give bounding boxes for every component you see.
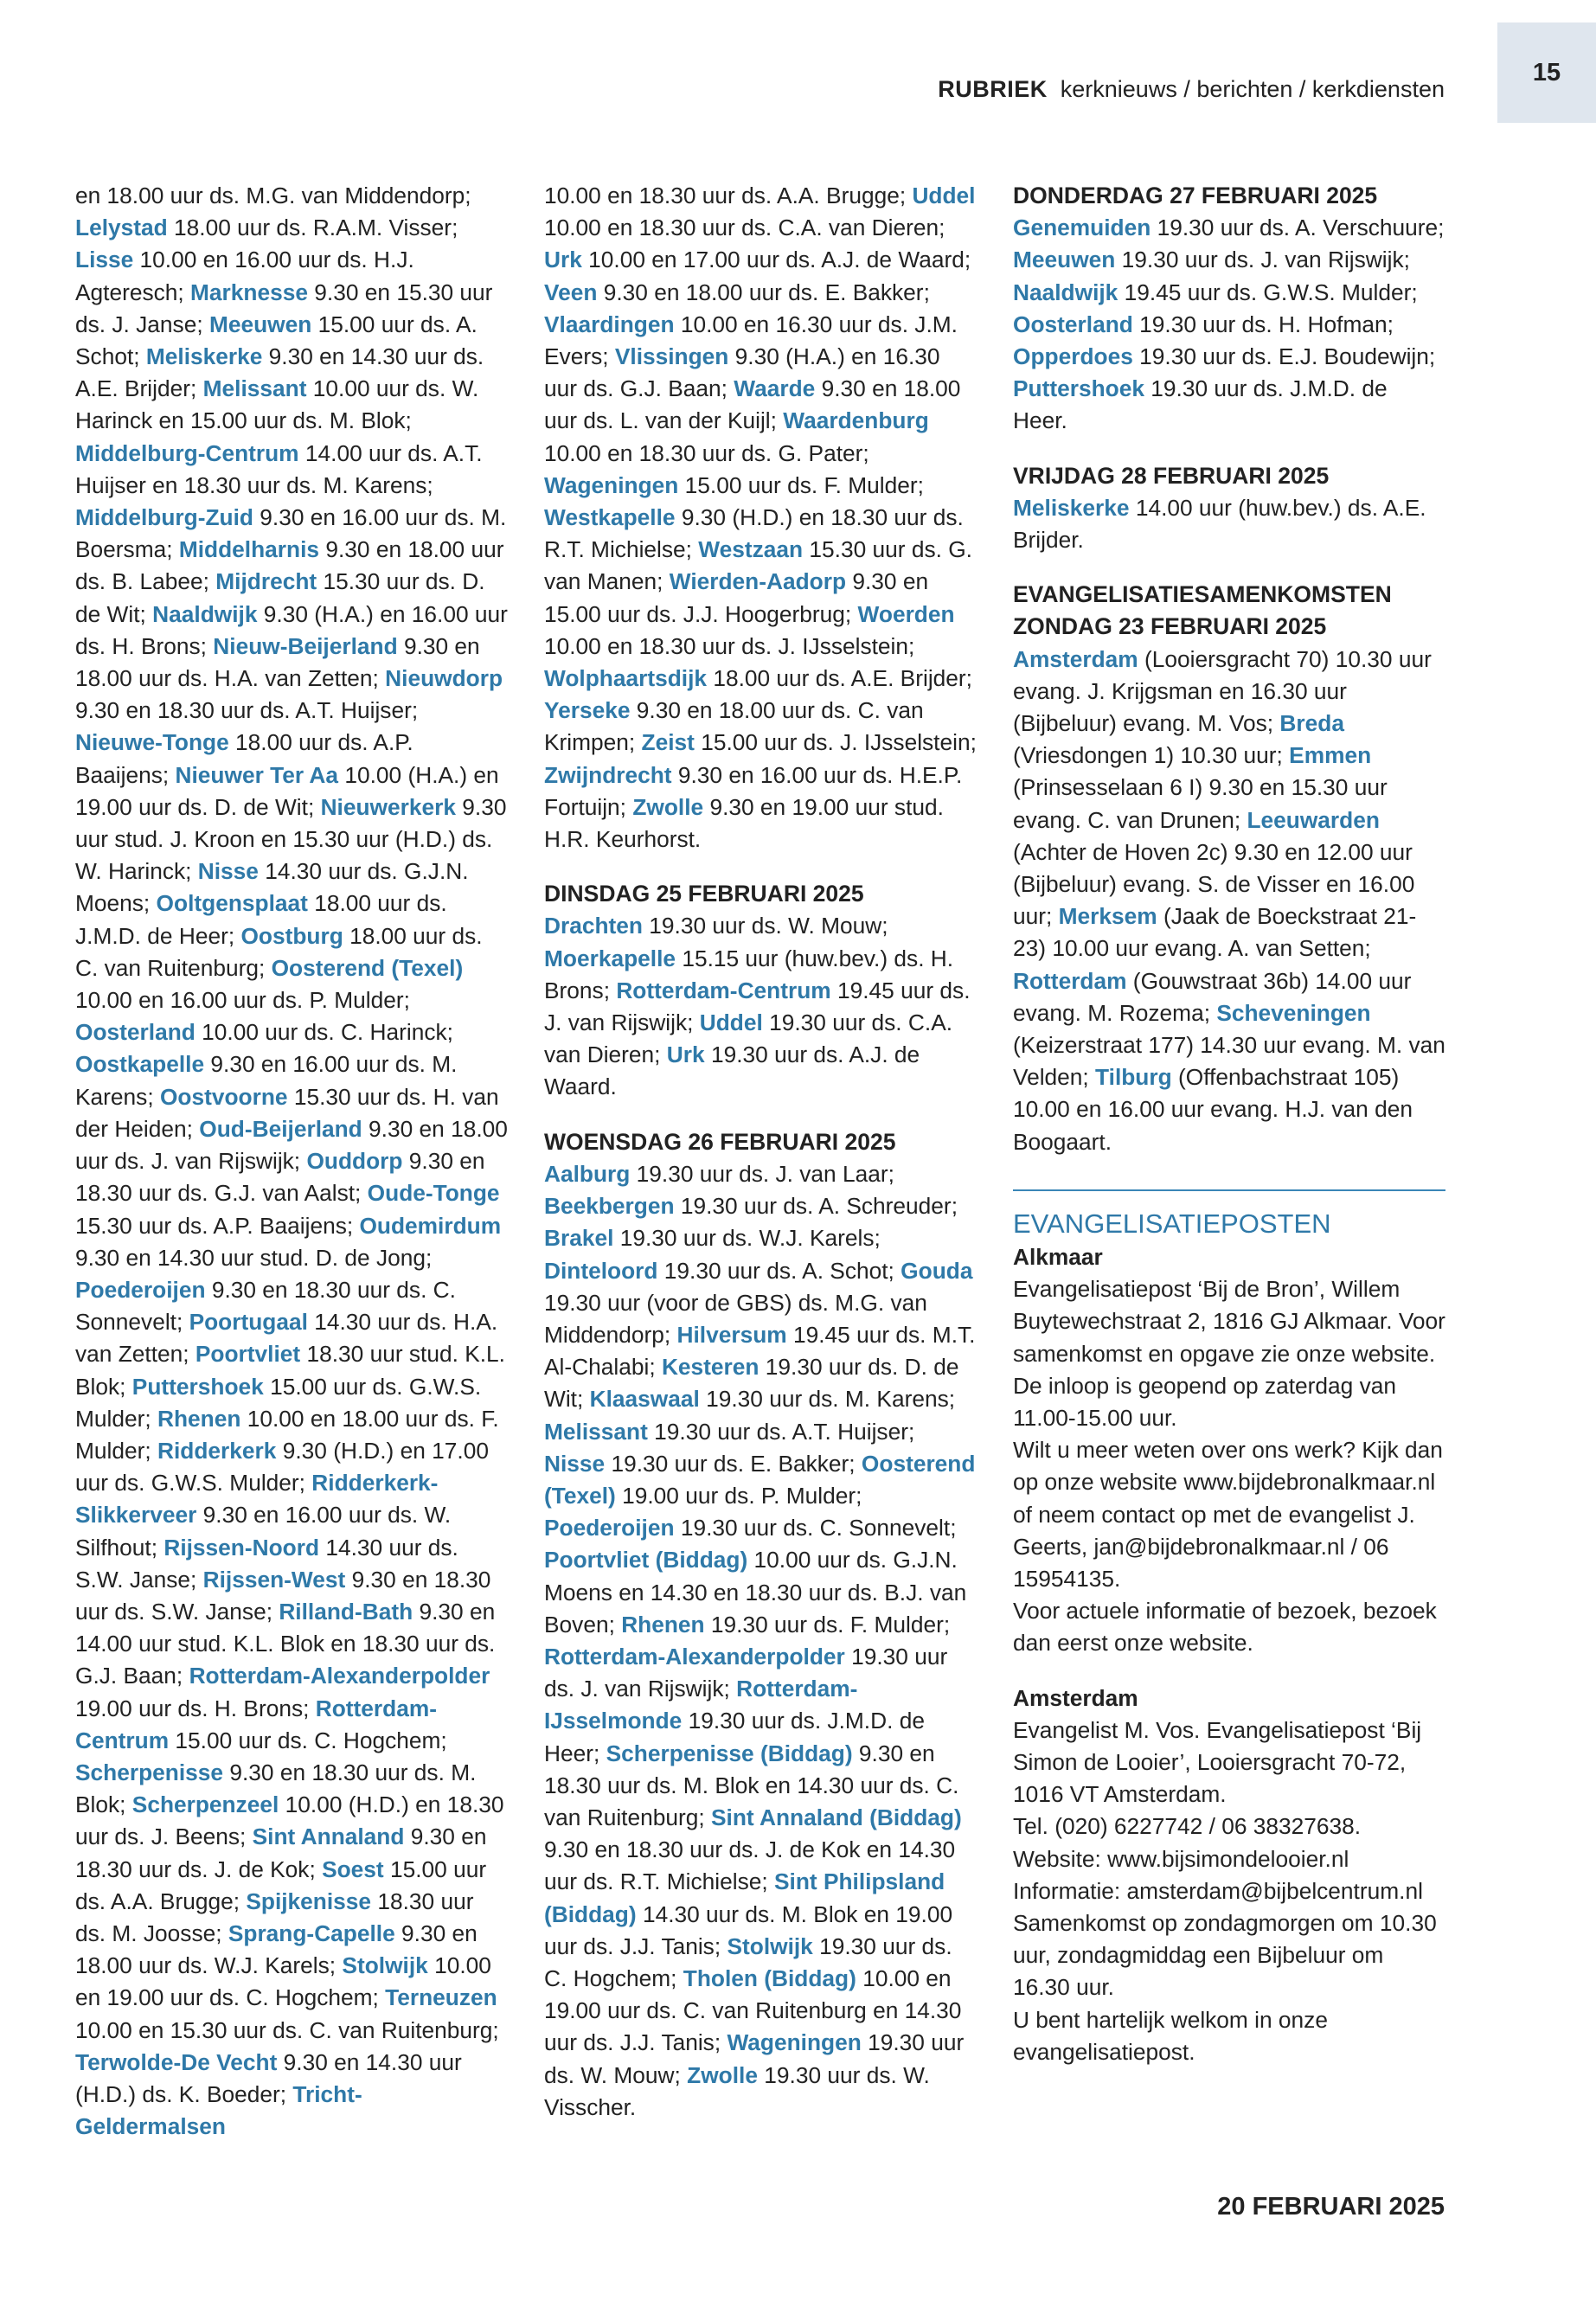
place-name: Vlaardingen: [544, 311, 675, 337]
service-details: 14.00 uur ds. A.T. Huijser en 18.30 uur ds. M. Karens;: [75, 439, 483, 498]
place-name: Scherpenisse: [75, 1759, 224, 1785]
service-details: 10.00 en 18.30 uur ds. J. IJsselstein;: [544, 632, 915, 659]
service-details: 15.00 uur ds. A.A. Brugge;: [75, 1856, 487, 1914]
place-name: Rotterdam: [1013, 967, 1127, 994]
day-heading: ZONDAG 23 FEBRUARI 2025: [1013, 613, 1327, 640]
service-details: 10.00 en 19.00 uur ds. C. Hogchem;: [75, 1952, 491, 2011]
posts-title: EVANGELISATIEPOSTEN: [1013, 1208, 1331, 1239]
place-name: Rotterdam-Alexanderpolder: [544, 1643, 845, 1670]
service-details: 9.30 en 18.00 uur ds. H.A. van Zetten;: [75, 632, 480, 692]
place-name: Sint Annaland (Biddag): [710, 1804, 962, 1830]
place-name: Rotterdam-Centrum: [616, 977, 831, 1003]
place-name: Hilversum: [676, 1321, 787, 1348]
service-details: 10.00 uur ds. W. Harinck en 15.00 uur ds. M. Blok;: [75, 375, 479, 434]
service-details: 9.30 uur stud. J. Kroon en 15.30 uur (H.D.) ds. W. Harinck;: [75, 793, 507, 885]
place-name: Nieuw-Beijerland: [213, 632, 398, 659]
place-name: Oude-Tonge: [367, 1180, 500, 1207]
place-name: Rijssen-Noord: [163, 1534, 320, 1561]
column-1: [75, 180, 508, 2143]
service-details: 14.30 uur ds. H.A. van Zetten;: [75, 1309, 498, 1368]
place-name: Nieuwdorp: [385, 665, 503, 692]
place-name: Middelburg-Centrum: [75, 439, 299, 466]
service-details: 9.30 en 18.00 uur ds. B. Labee;: [75, 536, 504, 595]
service-details: 9.30 (H.D.) en 17.00 uur ds. G.W.S. Mulder;: [75, 1437, 489, 1497]
place-name: Rotterdam-Centrum: [75, 1695, 437, 1753]
rubric-label: RUBRIEK: [938, 76, 1048, 102]
service-details: 9.30 (H.D.) en 18.30 uur ds. R.T. Michielse;: [544, 504, 964, 563]
place-name: Emmen: [1289, 742, 1372, 769]
services-list: [544, 1158, 977, 2124]
service-details: (Gouwstraat 36b) 14.00 uur evang. M. Rozema;: [1013, 967, 1412, 1026]
place-name: Tholen (Biddag): [683, 1965, 856, 1991]
place-name: Meeuwen: [208, 311, 312, 337]
place-name: Zeist: [641, 729, 695, 756]
service-details: 9.30 en 14.00 uur stud. K.L. Blok en 18.30 uur ds. G.J. Baan;: [75, 1598, 496, 1689]
service-details: 18.30 uur ds. M. Joosse;: [75, 1888, 474, 1946]
services-list: [1013, 492, 1445, 556]
service-details: 9.30 en 14.30 uur stud. D. de Jong;: [75, 1244, 433, 1271]
service-details: 14.30 uur ds. M. Blok en 19.00 uur ds. J.J. Tanis;: [544, 1900, 953, 1959]
service-details: 19.30 uur ds. H. Hofman;: [1132, 311, 1394, 337]
post-title-alkmaar: Alkmaar: [1013, 1243, 1103, 1270]
place-name: Marknesse: [190, 279, 308, 305]
page-number: 15: [1532, 58, 1561, 87]
service-details: 9.30 en 16.00 uur ds. M. Boersma;: [75, 504, 507, 563]
page-header: [938, 76, 1445, 103]
place-name: Rotterdam-IJsselmonde: [544, 1676, 858, 1734]
place-name: Middelburg-Zuid: [75, 504, 253, 531]
place-name: Terneuzen: [385, 1984, 497, 2011]
service-details: 18.00 uur ds. A.E. Brijder;: [707, 665, 972, 692]
place-name: Oudemirdum: [359, 1212, 502, 1239]
day-heading: DINSDAG 25 FEBRUARI 2025: [544, 881, 864, 907]
service-details: 19.30 uur ds. A. Verschuure;: [1151, 215, 1445, 241]
place-name: Nieuwe-Tonge: [75, 729, 229, 756]
service-details: 18.00 uur ds. C. van Ruitenburg;: [75, 922, 483, 981]
place-name: Ridderkerk-Slikkerveer: [75, 1470, 439, 1529]
place-name: Soest: [322, 1856, 384, 1882]
service-details: 10.00 uur ds. C. Harinck;: [195, 1019, 453, 1046]
service-details: 19.30 uur ds. A. Schot;: [657, 1257, 901, 1284]
service-details: 10.00 (H.A.) en 19.00 uur ds. D. de Wit;: [75, 761, 499, 820]
services-list: [1013, 212, 1445, 437]
service-details: 10.00 en 18.00 uur ds. F. Mulder;: [75, 1405, 499, 1464]
service-details: 19.30 uur ds. C. Sonnevelt;: [674, 1515, 957, 1541]
service-details: (Offenbachstraat 105) 10.00 en 16.00 uur evang. H.J. van den Boogaart.: [1013, 1064, 1413, 1155]
services-list: [75, 180, 508, 2143]
service-details: 19.00 uur ds. H. Brons;: [75, 1695, 316, 1721]
service-details: 10.00 (H.D.) en 18.30 uur ds. J. Beens;: [75, 1791, 504, 1850]
place-name: Wolphaartsdijk: [544, 665, 708, 692]
place-name: Puttershoek: [1013, 375, 1144, 402]
place-name: Leeuwarden: [1247, 806, 1380, 833]
place-name: Meliskerke: [1013, 494, 1130, 521]
service-details: 18.00 uur ds. J.M.D. de Heer;: [75, 890, 447, 949]
service-details: 15.00 uur ds. G.W.S. Mulder;: [75, 1373, 482, 1432]
service-details: 9.30 en 18.30 uur ds. J. de Kok;: [75, 1823, 487, 1882]
place-name: Meeuwen: [1013, 247, 1116, 273]
place-name: Urk: [666, 1042, 705, 1068]
service-details: 9.30 en 18.30 uur ds. M. Blok en 14.30 uur ds. C. van Ruitenburg;: [544, 1740, 959, 1830]
post-line: Evangelist M. Vos. Evangelisatiepost ‘Bij Simon de Looier’, Looiersgracht 70-72, 1016 VT Amsterdam.: [1013, 1716, 1422, 1808]
place-name: Stolwijk: [727, 1932, 813, 1959]
place-name: Terwolde-De Vecht: [75, 2048, 278, 2075]
service-details: 10.00 en 18.30 uur ds. A.A. Brugge;: [544, 183, 913, 208]
place-name: Lisse: [75, 247, 134, 273]
place-name: Oud-Beijerland: [199, 1115, 362, 1142]
service-details: 14.30 uur ds. G.J.N. Moens;: [75, 858, 469, 917]
place-name: Rijssen-West: [202, 1566, 346, 1593]
place-name: Breda: [1279, 710, 1344, 737]
place-name: Mijdrecht: [215, 568, 317, 595]
place-name: Beekbergen: [544, 1193, 675, 1220]
service-details: 19.00 uur ds. P. Mulder;: [615, 1482, 862, 1509]
service-details: 15.00 uur ds. C. Hogchem;: [169, 1727, 447, 1753]
place-name: Oosterend (Texel): [544, 1450, 976, 1509]
place-name: Rilland-Bath: [279, 1598, 413, 1625]
service-details: (Looiersgracht 70) 10.30 uur evang. J. Krijgsman en 16.30 uur (Bijbeluur) evang. M. Vos;: [1013, 645, 1432, 737]
place-name: Sint Annaland: [252, 1823, 405, 1850]
service-details: 19.30 uur ds. J.M.D. de Heer;: [544, 1708, 925, 1766]
service-details: 19.30 uur ds. W. Visscher.: [544, 2061, 930, 2120]
service-details: 10.00 en 17.00 uur ds. A.J. de Waard;: [581, 247, 971, 273]
service-details: 10.00 en 16.30 uur ds. J.M. Evers;: [544, 311, 958, 370]
service-details: 14.30 uur ds. S.W. Janse;: [75, 1534, 458, 1593]
service-details: 15.00 uur ds. A. Schot;: [75, 311, 478, 370]
service-details: 9.30 en 18.00 uur ds. C. van Krimpen;: [544, 697, 924, 756]
service-details: 19.30 uur ds. A.T. Huijser;: [647, 1418, 915, 1445]
service-details: 19.30 uur ds. J. van Laar;: [630, 1160, 894, 1187]
post-line: Samenkomst op zondagmorgen om 10.30 uur, zondagmiddag een Bijbeluur om 16.30 uur.: [1013, 1909, 1437, 2001]
place-name: Zwolle: [687, 2061, 758, 2088]
service-details: (Prinsesselaan 6 I) 9.30 en 15.30 uur evang. C. van Drunen;: [1013, 774, 1388, 833]
column-3: [1013, 180, 1445, 2068]
service-details: 15.00 uur ds. J. IJsselstein;: [694, 729, 977, 756]
service-details: 18.30 uur stud. K.L. Blok;: [75, 1341, 505, 1400]
place-name: Nisse: [544, 1450, 606, 1477]
place-name: Tilburg: [1095, 1064, 1172, 1091]
place-name: Melissant: [544, 1418, 648, 1445]
service-details: 19.30 uur ds. C. Hogchem;: [544, 1932, 952, 1991]
place-name: Poortugaal: [189, 1309, 308, 1336]
service-details: 10.00 en 16.00 uur ds. H.J. Agteresch;: [75, 247, 414, 305]
place-name: Ridderkerk: [157, 1437, 277, 1464]
post-line: Wilt u meer weten over ons werk? Kijk dan op onze website www.bijdebronalkmaar.nl of neem contact op met de evangelist J. Geerts, jan@bijdebronalkmaar.nl / 06 15954135.: [1013, 1437, 1443, 1592]
service-details: 10.00 en 15.30 uur ds. C. van Ruitenburg;: [75, 2016, 499, 2043]
service-details: 19.45 uur ds. M.T. Al-Chalabi;: [544, 1321, 976, 1381]
service-details: 9.30 en 14.30 uur (H.D.) ds. K. Boeder;: [75, 2048, 462, 2107]
service-details: 15.30 uur ds. D. de Wit;: [75, 568, 485, 627]
service-details: 9.30 en 18.30 uur ds. C. Sonnevelt;: [75, 1276, 456, 1336]
place-name: Opperdoes: [1013, 343, 1133, 370]
service-details: 19.30 uur (voor de GBS) ds. M.G. van Middendorp;: [544, 1289, 927, 1348]
service-details: 19.30 uur ds. F. Mulder;: [704, 1611, 951, 1638]
place-name: Merksem: [1058, 903, 1157, 930]
service-details: 9.30 en 15.30 uur ds. J. Janse;: [75, 279, 493, 337]
service-details: 9.30 en 18.30 uur ds. M. Blok;: [75, 1759, 477, 1818]
place-name: Nieuwerkerk: [320, 793, 456, 820]
service-details: 9.30 (H.A.) en 16.00 uur ds. H. Brons;: [75, 600, 508, 659]
place-name: Sprang-Capelle: [228, 1920, 395, 1946]
service-details: 10.00 en 19.00 uur ds. C. van Ruitenburg en 14.30 uur ds. J.J. Tanis;: [544, 1965, 962, 2056]
service-details: 10.00 en 18.30 uur ds. G. Pater;: [544, 439, 869, 466]
service-details: 9.30 (H.A.) en 16.30 uur ds. G.J. Baan;: [544, 343, 940, 402]
service-details: 9.30 en 16.00 uur ds. M. Karens;: [75, 1051, 458, 1110]
service-details: 19.30 uur ds. A. Schreuder;: [674, 1193, 958, 1220]
place-name: Westzaan: [698, 536, 804, 563]
place-name: Klaaswaal: [589, 1386, 700, 1413]
place-name: Woerden: [857, 600, 955, 627]
service-details: 9.30 en 16.00 uur ds. W. Silfhout;: [75, 1502, 452, 1561]
place-name: Amsterdam: [1013, 645, 1138, 672]
service-details: 9.30 en 18.30 uur ds. A.T. Huijser;: [75, 697, 419, 724]
place-name: Poortvliet: [195, 1341, 301, 1368]
service-details: 9.30 en 19.00 uur stud. H.R. Keurhorst.: [544, 793, 944, 853]
post-line: U bent hartelijk welkom in onze evangelisatiepost.: [1013, 2006, 1328, 2065]
place-name: Ouddorp: [306, 1148, 403, 1175]
page-number-tab: [1497, 22, 1596, 123]
place-name: Oostburg: [240, 922, 343, 949]
service-details: 15.00 uur ds. F. Mulder;: [678, 471, 924, 498]
place-name: Stolwijk: [342, 1952, 428, 1979]
post-line: Voor actuele informatie of bezoek, bezoek dan eerst onze website.: [1013, 1598, 1437, 1657]
place-name: Sint Philipsland (Biddag): [544, 1868, 945, 1927]
service-details: 19.30 uur ds. J. van Rijswijk;: [1115, 247, 1410, 273]
service-details: 19.30 uur ds. D. de Wit;: [544, 1354, 959, 1413]
service-details: 9.30 en 15.00 uur ds. J.J. Hoogerbrug;: [544, 568, 929, 627]
place-name: Vlissingen: [614, 343, 729, 370]
service-details: en 18.00 uur ds. M.G. van Middendorp;: [75, 183, 471, 208]
place-name: Meliskerke: [145, 343, 263, 370]
place-name: Ooltgensplaat: [156, 890, 308, 917]
service-details: (Keizerstraat 177) 14.30 uur evang. M. van Velden;: [1013, 1032, 1445, 1091]
place-name: Kesteren: [661, 1354, 760, 1381]
place-name: Aalburg: [544, 1160, 631, 1187]
service-details: 10.00 en 16.00 uur ds. P. Mulder;: [75, 987, 410, 1014]
place-name: Nisse: [197, 858, 259, 885]
service-details: (Vriesdongen 1) 10.30 uur;: [1013, 742, 1290, 769]
service-details: 9.30 en 18.00 uur ds. J. van Rijswijk;: [75, 1115, 508, 1175]
place-name: Brakel: [544, 1225, 614, 1252]
service-details: 9.30 en 16.00 uur ds. H.E.P. Fortuijn;: [544, 761, 963, 820]
post-line: Evangelisatiepost ‘Bij de Bron’, Willem Buytewechstraat 2, 1816 GJ Alkmaar. Voor samenkomst en opgave zie onze website. De inloop is geopend op zaterdag van 11.00-15.00 uur.: [1013, 1276, 1445, 1431]
rubric-sections: kerknieuws / berichten / kerkdiensten: [1060, 76, 1445, 102]
place-name: Wageningen: [544, 471, 679, 498]
service-details: 18.00 uur ds. R.A.M. Visser;: [167, 215, 458, 241]
place-name: Zwijndrecht: [544, 761, 672, 788]
place-name: Oostkapelle: [75, 1051, 205, 1078]
service-details: 9.30 en 18.30 uur ds. G.J. van Aalst;: [75, 1148, 485, 1207]
place-name: Urk: [544, 247, 582, 273]
service-details: 10.00 en 18.30 uur ds. C.A. van Dieren;: [544, 215, 945, 241]
day-heading: WOENSDAG 26 FEBRUARI 2025: [544, 1128, 896, 1155]
place-name: Middelharnis: [178, 536, 320, 563]
service-details: (Achter de Hoven 2c) 9.30 en 12.00 uur (Bijbeluur) evang. S. de Visser en 16.00 uur;: [1013, 838, 1415, 930]
service-details: 18.00 uur ds. A.P. Baaijens;: [75, 729, 413, 788]
place-name: Dinteloord: [544, 1257, 658, 1284]
services-list: [544, 180, 977, 856]
place-name: Oosterend (Texel): [271, 954, 464, 981]
service-details: 15.15 uur (huw.bev.) ds. H. Brons;: [544, 945, 954, 1003]
service-details: 19.30 uur ds. W.J. Karels;: [613, 1225, 881, 1252]
post-line: Website: www.bijsimondelooier.nl: [1013, 1845, 1349, 1872]
column-2: [544, 180, 977, 2124]
service-details: 9.30 en 18.30 uur ds. S.W. Janse;: [75, 1566, 491, 1625]
place-name: Genemuiden: [1013, 215, 1151, 241]
place-name: Oostvoorne: [159, 1083, 288, 1110]
service-details: 19.30 uur ds. E. Bakker;: [605, 1450, 862, 1477]
service-details: 15.30 uur ds. H. van der Heiden;: [75, 1083, 499, 1142]
service-details: 19.30 uur ds. W. Mouw;: [544, 2029, 965, 2088]
place-name: Spijkenisse: [246, 1888, 372, 1914]
section-divider: [1013, 1189, 1445, 1191]
post-line: Tel. (020) 6227742 / 06 38327638.: [1013, 1813, 1362, 1840]
place-name: Naaldwijk: [1013, 279, 1118, 305]
place-name: Scherpenisse (Biddag): [606, 1740, 853, 1766]
service-details: 15.30 uur ds. G. van Manen;: [544, 536, 972, 595]
place-name: Westkapelle: [544, 504, 676, 531]
place-name: Rotterdam-Alexanderpolder: [189, 1663, 490, 1689]
place-name: Uddel: [699, 1009, 763, 1036]
service-details: 19.30 uur ds. A.J. de Waard.: [544, 1042, 920, 1100]
service-details: 19.45 uur ds. G.W.S. Mulder;: [1118, 279, 1418, 305]
place-name: Drachten: [544, 913, 643, 939]
place-name: Gouda: [901, 1257, 973, 1284]
place-name: Zwolle: [632, 793, 704, 820]
post-line: Informatie: amsterdam@bijbelcentrum.nl: [1013, 1877, 1423, 1904]
place-name: Uddel: [912, 183, 976, 208]
issue-date: 20 FEBRUARI 2025: [1217, 2193, 1445, 2221]
place-name: Puttershoek: [131, 1373, 264, 1400]
place-name: Melissant: [202, 375, 307, 402]
place-name: Rhenen: [157, 1405, 241, 1432]
place-name: Rhenen: [621, 1611, 705, 1638]
place-name: Waarde: [734, 375, 816, 402]
place-name: Yerseke: [544, 697, 631, 724]
place-name: Moerkapelle: [544, 945, 676, 971]
service-details: 9.30 en 18.30 uur ds. J. de Kok en 14.30 uur ds. R.T. Michielse;: [544, 1836, 956, 1895]
day-heading: DONDERDAG 27 FEBRUARI 2025: [1013, 183, 1378, 208]
place-name: Tricht-Geldermalsen: [75, 2080, 362, 2140]
place-name: Oosterland: [1013, 311, 1133, 337]
place-name: Scheveningen: [1216, 999, 1371, 1026]
service-details: 15.30 uur ds. A.P. Baaijens;: [75, 1212, 360, 1239]
service-details: (Jaak de Boeckstraat 21-23) 10.00 uur evang. A. van Setten;: [1013, 903, 1417, 962]
service-details: 19.30 uur ds. W. Mouw;: [642, 913, 888, 939]
place-name: Lelystad: [75, 215, 168, 241]
service-details: 14.00 uur (huw.bev.) ds. A.E. Brijder.: [1013, 494, 1426, 554]
place-name: Wierden-Aadorp: [669, 568, 847, 595]
service-details: 19.30 uur ds. C.A. van Dieren;: [544, 1009, 953, 1068]
day-heading: VRIJDAG 28 FEBRUARI 2025: [1013, 462, 1330, 489]
service-details: 19.30 uur ds. E.J. Boudewijn;: [1132, 343, 1436, 370]
post-title-amsterdam: Amsterdam: [1013, 1684, 1138, 1711]
service-details: 19.45 uur ds. J. van Rijswijk;: [544, 977, 971, 1036]
place-name: Naaldwijk: [152, 600, 258, 627]
service-details: 19.30 uur ds. J.M.D. de Heer.: [1013, 375, 1388, 434]
section-heading: EVANGELISATIESAMENKOMSTEN: [1013, 581, 1392, 608]
service-details: 9.30 en 14.30 uur ds. A.E. Brijder;: [75, 343, 484, 402]
service-details: 9.30 en 18.00 uur ds. L. van der Kuijl;: [544, 375, 961, 434]
place-name: Oosterland: [75, 1019, 195, 1046]
place-name: Scherpenzeel: [131, 1791, 279, 1818]
place-name: Veen: [544, 279, 598, 305]
service-details: 9.30 en 18.00 uur ds. E. Bakker;: [597, 279, 930, 305]
place-name: Wageningen: [727, 2029, 862, 2056]
service-details: 19.30 uur ds. M. Karens;: [699, 1386, 956, 1413]
services-list: [1013, 644, 1445, 1158]
services-list: [544, 910, 977, 1103]
place-name: Waardenburg: [783, 407, 929, 434]
place-name: Poortvliet (Biddag): [544, 1547, 748, 1574]
service-details: 19.30 uur ds. J. van Rijswijk;: [544, 1643, 948, 1702]
service-details: 9.30 en 18.00 uur ds. W.J. Karels;: [75, 1920, 478, 1979]
service-details: 10.00 uur ds. G.J.N. Moens en 14.30 en 18.30 uur ds. B.J. van Boven;: [544, 1547, 967, 1638]
place-name: Poederoijen: [75, 1276, 206, 1303]
place-name: Nieuwer Ter Aa: [175, 761, 339, 788]
place-name: Poederoijen: [544, 1515, 675, 1541]
